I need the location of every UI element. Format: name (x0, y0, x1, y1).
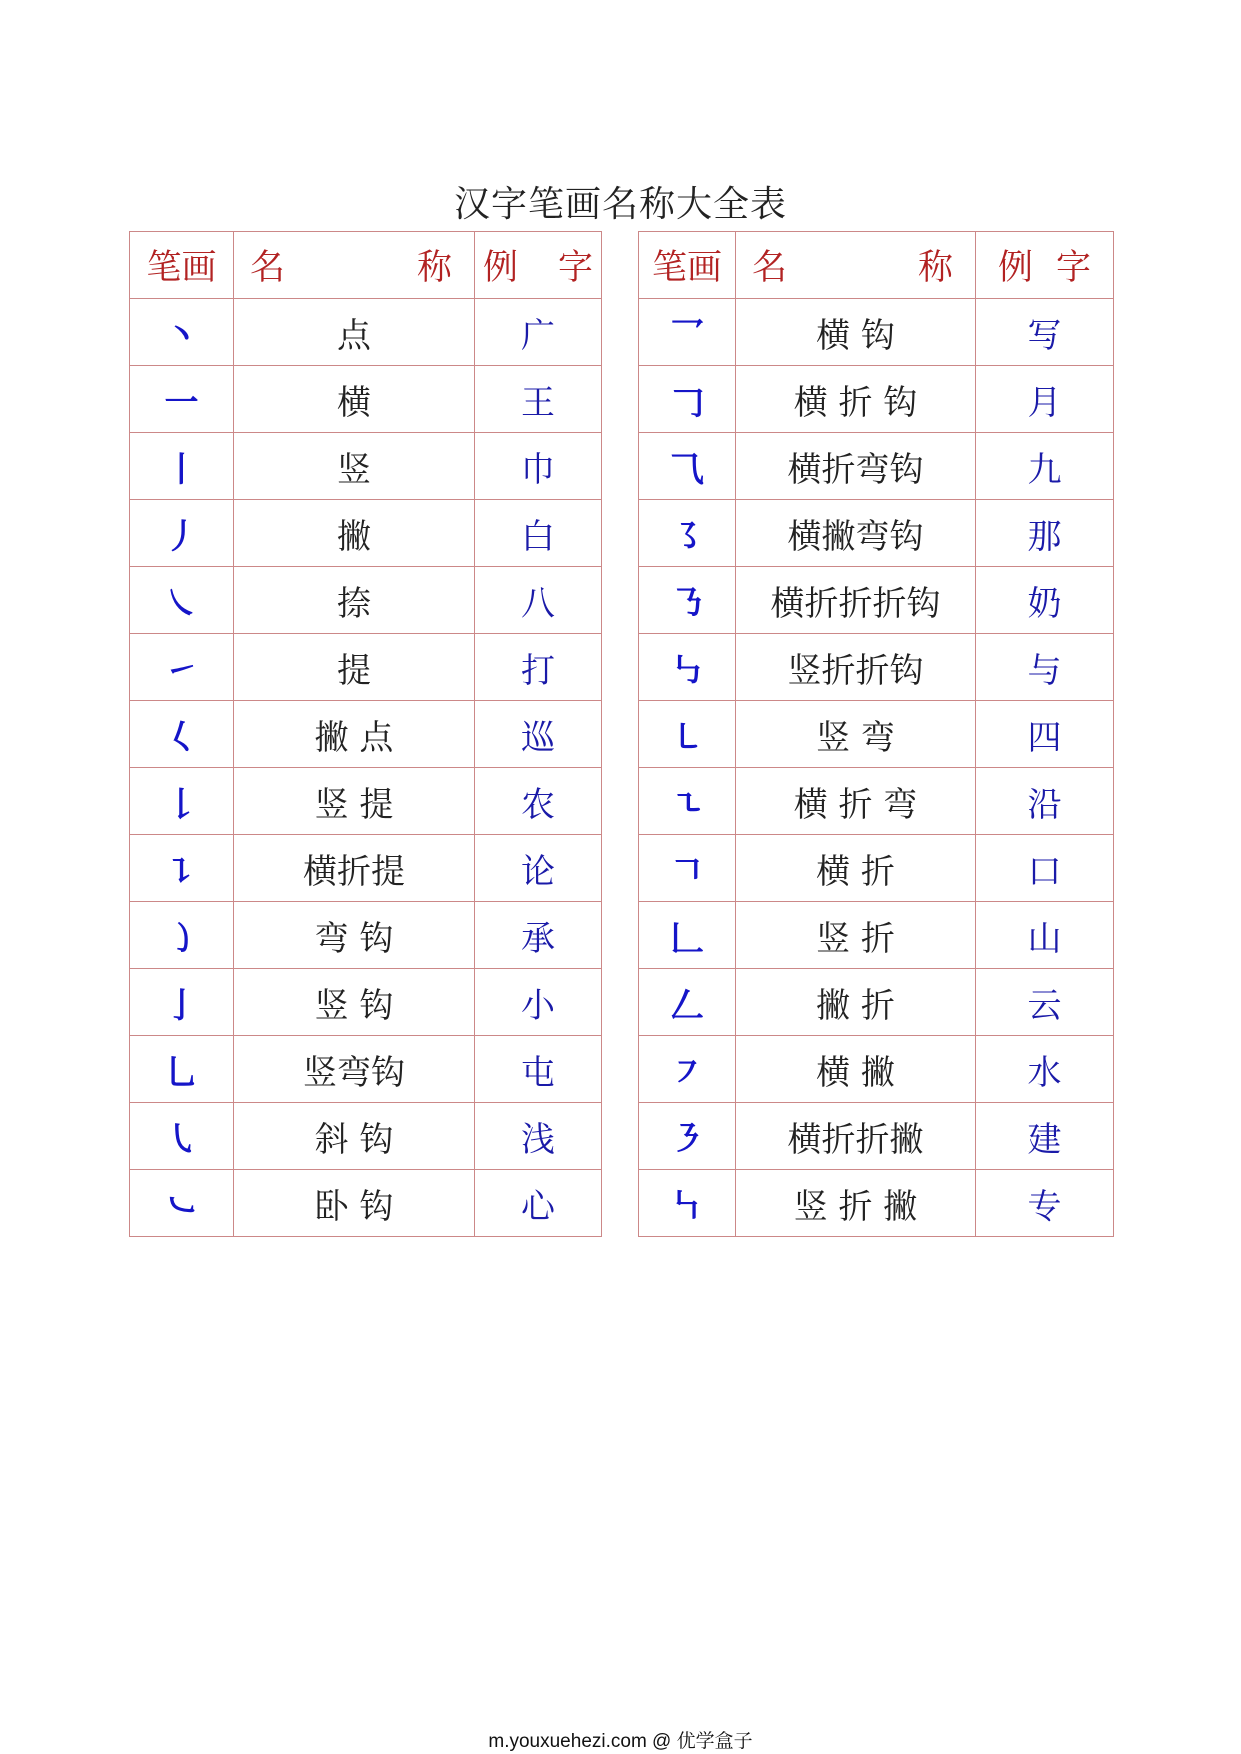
header-stroke: 笔画 (130, 232, 234, 299)
stroke-name: 横折提 (234, 835, 475, 902)
stroke-name: 竖 钩 (234, 969, 475, 1036)
example-char: 山 (976, 902, 1114, 969)
stroke-glyph: ㇃ (130, 1170, 234, 1237)
example-char: 王 (475, 366, 602, 433)
stroke-glyph: 𠃌 (639, 366, 736, 433)
stroke-glyph: 丶 (130, 299, 234, 366)
stroke-name: 提 (234, 634, 475, 701)
stroke-name: 捺 (234, 567, 475, 634)
example-char: 奶 (976, 567, 1114, 634)
example-char: 心 (475, 1170, 602, 1237)
stroke-name: 竖 弯 (736, 701, 976, 768)
example-char: 承 (475, 902, 602, 969)
stroke-glyph: ㇂ (130, 1103, 234, 1170)
stroke-glyph: 𠄌 (130, 768, 234, 835)
table-row (130, 366, 1114, 433)
stroke-name: 横折弯钩 (736, 433, 976, 500)
table-row (130, 634, 1114, 701)
stroke-table (129, 231, 1114, 1237)
example-char: 口 (976, 835, 1114, 902)
table-gap (602, 902, 639, 969)
stroke-name: 横 折 (736, 835, 976, 902)
example-char: 浅 (475, 1103, 602, 1170)
table-row (130, 1036, 1114, 1103)
example-char: 专 (976, 1170, 1114, 1237)
stroke-glyph: 丿 (130, 500, 234, 567)
stroke-name: 横撇弯钩 (736, 500, 976, 567)
stroke-glyph: ㇄ (639, 701, 736, 768)
stroke-glyph: 丨 (130, 433, 234, 500)
stroke-name: 横折折折钩 (736, 567, 976, 634)
table-row (130, 902, 1114, 969)
stroke-name: 竖 折 撇 (736, 1170, 976, 1237)
stroke-glyph: ㇊ (130, 835, 234, 902)
example-char: 云 (976, 969, 1114, 1036)
stroke-glyph: ⺄ (639, 433, 736, 500)
stroke-name: 竖弯钩 (234, 1036, 475, 1103)
stroke-glyph: ㇇ (639, 1036, 736, 1103)
table-gap (602, 366, 639, 433)
stroke-name: 竖 提 (234, 768, 475, 835)
example-char: 沿 (976, 768, 1114, 835)
example-char: 屯 (475, 1036, 602, 1103)
table-row (130, 500, 1114, 567)
example-char: 农 (475, 768, 602, 835)
example-char: 那 (976, 500, 1114, 567)
header-example: 例 字 (475, 232, 602, 299)
stroke-glyph: 一 (130, 366, 234, 433)
example-char: 巾 (475, 433, 602, 500)
example-char: 建 (976, 1103, 1114, 1170)
example-char: 水 (976, 1036, 1114, 1103)
example-char: 论 (475, 835, 602, 902)
stroke-glyph: 亅 (130, 969, 234, 1036)
table-gap (602, 232, 639, 299)
stroke-name: 撇 (234, 500, 475, 567)
stroke-name: 竖折折钩 (736, 634, 976, 701)
table-row (130, 969, 1114, 1036)
table-row (130, 567, 1114, 634)
table-row (130, 433, 1114, 500)
table-gap (602, 969, 639, 1036)
example-char: 与 (976, 634, 1114, 701)
stroke-name: 撇 折 (736, 969, 976, 1036)
table-gap (602, 1036, 639, 1103)
table-row (130, 1103, 1114, 1170)
example-char: 四 (976, 701, 1114, 768)
table-row (130, 1170, 1114, 1237)
stroke-glyph: 𡿨 (130, 701, 234, 768)
header-stroke-right: 笔画 (639, 232, 736, 299)
example-char: 写 (976, 299, 1114, 366)
stroke-glyph: 𠃋 (639, 969, 736, 1036)
header-name-right: 名 称 (736, 232, 976, 299)
table-gap (602, 701, 639, 768)
stroke-name: 竖 (234, 433, 475, 500)
stroke-glyph: 𠃍 (639, 835, 736, 902)
stroke-name: 横 钩 (736, 299, 976, 366)
stroke-glyph: ㇌ (639, 500, 736, 567)
stroke-name: 横 撇 (736, 1036, 976, 1103)
stroke-name: 弯 钩 (234, 902, 475, 969)
table-gap (602, 567, 639, 634)
stroke-glyph: ㇡ (639, 567, 736, 634)
table-row (130, 768, 1114, 835)
table-gap (602, 835, 639, 902)
table-gap (602, 1170, 639, 1237)
example-char: 巡 (475, 701, 602, 768)
example-char: 白 (475, 500, 602, 567)
stroke-glyph: ㇞ (639, 1170, 736, 1237)
stroke-glyph: ㇍ (639, 768, 736, 835)
stroke-glyph: ㇋ (639, 1103, 736, 1170)
example-char: 打 (475, 634, 602, 701)
table-gap (602, 433, 639, 500)
header-example-right: 例 字 (976, 232, 1114, 299)
stroke-glyph: 乛 (639, 299, 736, 366)
table-gap (602, 768, 639, 835)
stroke-glyph: ㇀ (130, 634, 234, 701)
header-name: 名 称 (234, 232, 475, 299)
table-gap (602, 634, 639, 701)
stroke-name: 卧 钩 (234, 1170, 475, 1237)
stroke-name: 横折折撇 (736, 1103, 976, 1170)
footer-source: m.youxuehezi.com @ 优学盒子 (488, 1731, 753, 1752)
header-row (130, 232, 1114, 299)
example-char: 八 (475, 567, 602, 634)
stroke-name: 点 (234, 299, 475, 366)
example-char: 月 (976, 366, 1114, 433)
table-row (130, 299, 1114, 366)
stroke-name: 横 折 钩 (736, 366, 976, 433)
page-title: 汉字笔画名称大全表 (453, 184, 787, 225)
stroke-name: 横 折 弯 (736, 768, 976, 835)
example-char: 广 (475, 299, 602, 366)
stroke-name: 横 (234, 366, 475, 433)
example-char: 九 (976, 433, 1114, 500)
stroke-glyph: ㇏ (130, 567, 234, 634)
table-gap (602, 1103, 639, 1170)
table-row (130, 835, 1114, 902)
stroke-glyph: 𠃊 (639, 902, 736, 969)
example-char: 小 (475, 969, 602, 1036)
table-gap (602, 500, 639, 567)
table-gap (602, 299, 639, 366)
stroke-glyph: ㇁ (130, 902, 234, 969)
table-row (130, 701, 1114, 768)
stroke-glyph: 乚 (130, 1036, 234, 1103)
stroke-name: 竖 折 (736, 902, 976, 969)
stroke-name: 撇 点 (234, 701, 475, 768)
stroke-name: 斜 钩 (234, 1103, 475, 1170)
stroke-glyph: ㇉ (639, 634, 736, 701)
